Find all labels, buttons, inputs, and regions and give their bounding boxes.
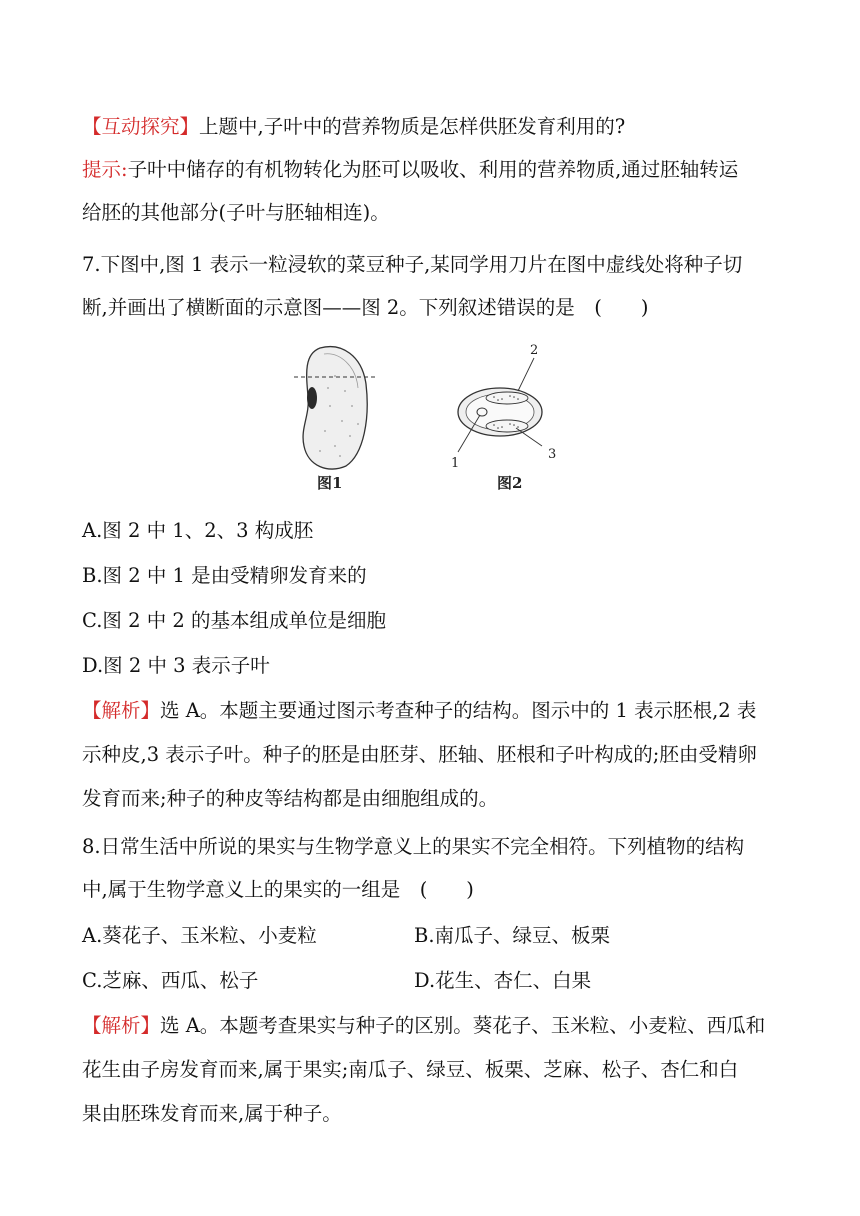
figure-1-seed — [294, 347, 376, 469]
q8-option-a: A.葵花子、玉米粒、小麦粒 — [82, 924, 317, 947]
hint-line-1 — [82, 158, 782, 182]
q8-analysis-text-1: 选 A。本题考查果实与种子的区别。葵花子、玉米粒、小麦粒、西瓜和 — [160, 1014, 766, 1037]
hint-text-1: 子叶中储存的有机物转化为胚可以吸收、利用的营养物质,通过胚轴转运 — [127, 158, 739, 181]
q7-option-a: A.图 2 中 1、2、3 构成胚 — [82, 519, 314, 542]
q7-figure — [280, 336, 600, 496]
label-2: 2 — [530, 343, 539, 358]
q7-analysis-tag: 【解析】 — [82, 699, 161, 722]
interactive-question-line — [82, 115, 782, 139]
q8-analysis-line-2: 花生由子房发育而来,属于果实;南瓜子、绿豆、板栗、芝麻、松子、杏仁和白 — [82, 1058, 739, 1081]
q7-stem-line-2: 断,并画出了横断面的示意图——图 2。下列叙述错误的是 ( ) — [82, 296, 649, 319]
label-3: 3 — [548, 447, 557, 462]
figure-1-caption: 图1 — [317, 474, 343, 492]
hint-label: 提示: — [82, 158, 128, 181]
q7-option-d: D.图 2 中 3 表示子叶 — [82, 654, 270, 677]
hilum-mark — [307, 387, 317, 409]
interactive-question: 上题中,子叶中的营养物质是怎样供胚发育利用的? — [199, 115, 626, 138]
q7-option-c: C.图 2 中 2 的基本组成单位是细胞 — [82, 609, 387, 632]
q8-analysis-line-3: 果由胚珠发育而来,属于种子。 — [82, 1102, 342, 1125]
q7-analysis-line-1 — [82, 699, 782, 723]
q7-stem-line-1: 7.下图中,图 1 表示一粒浸软的菜豆种子,某同学用刀片在图中虚线处将种子切 — [82, 253, 743, 276]
q8-options-row-2 — [82, 969, 782, 993]
q8-analysis-line-1 — [82, 1014, 782, 1038]
figure-2-caption: 图2 — [497, 474, 523, 492]
cotyledon-upper — [486, 392, 528, 404]
q8-option-c: C.芝麻、西瓜、松子 — [82, 969, 259, 992]
cotyledon-lower — [486, 420, 528, 432]
label-1: 1 — [451, 456, 460, 471]
q7-analysis-line-2: 示种皮,3 表示子叶。种子的胚是由胚芽、胚轴、胚根和子叶构成的;胚由受精卵 — [82, 743, 757, 766]
q8-stem-line-2: 中,属于生物学意义上的果实的一组是 ( ) — [82, 878, 474, 901]
q8-option-d: D.花生、杏仁、白果 — [414, 969, 592, 992]
q7-analysis-line-3: 发育而来;种子的种皮等结构都是由细胞组成的。 — [82, 787, 499, 810]
label-3-leader — [516, 428, 542, 446]
hint-line-2: 给胚的其他部分(子叶与胚轴相连)。 — [82, 201, 390, 224]
q7-analysis-text-1: 选 A。本题主要通过图示考查种子的结构。图示中的 1 表示胚根,2 表 — [160, 699, 757, 722]
q7-option-b: B.图 2 中 1 是由受精卵发育来的 — [82, 564, 367, 587]
q8-options-row-1 — [82, 924, 782, 948]
q8-stem-line-1: 8.日常生活中所说的果实与生物学意义上的果实不完全相符。下列植物的结构 — [82, 835, 745, 858]
q8-option-b: B.南瓜子、绿豆、板栗 — [414, 924, 611, 947]
label-2-leader — [518, 358, 534, 391]
interactive-tag: 【互动探究】 — [82, 115, 200, 138]
q8-analysis-tag: 【解析】 — [82, 1014, 161, 1037]
figure-2-cross-section — [451, 343, 556, 471]
